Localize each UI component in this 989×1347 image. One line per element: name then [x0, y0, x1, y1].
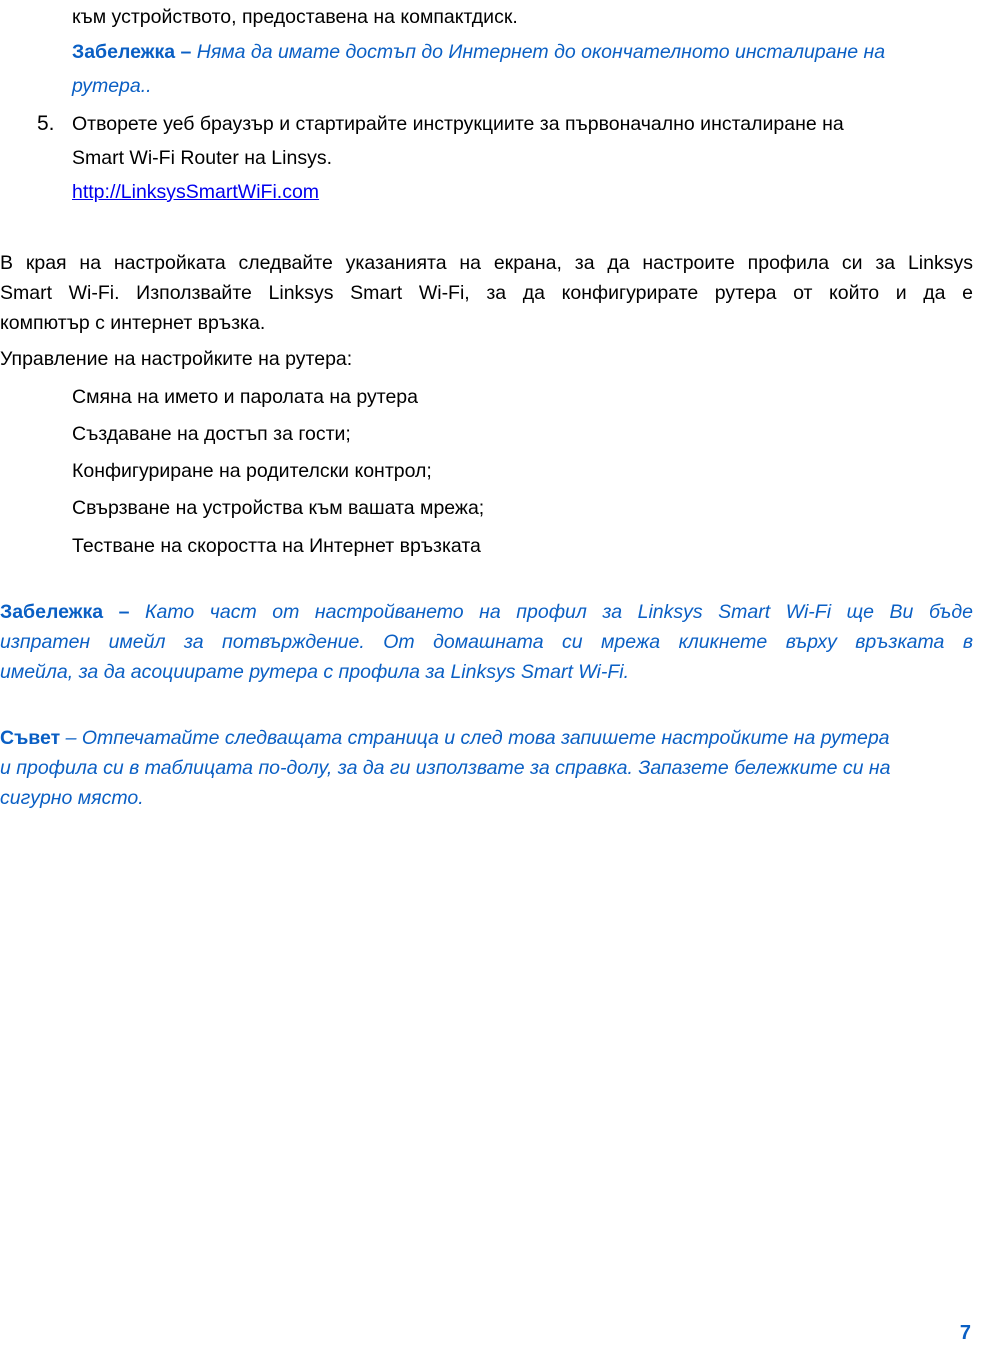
- tip-line3: сигурно място.: [0, 787, 144, 809]
- tip-label: Съвет: [0, 727, 61, 749]
- tip-line2: и профила си в таблицата по-долу, за да ги използвате за справка. Запазете бележките си на: [0, 757, 891, 779]
- manage-list-item: Тестване на скоростта на Интернет връзката: [72, 535, 481, 557]
- step4-note: [72, 41, 885, 64]
- intro-paragraph-line2: Smart Wi-Fi. Използвайте Linksys Smart Wi-Fi, за да конфигурирате рутера от който и да е: [0, 282, 973, 304]
- step5-text-line1: Отворете уеб браузър и стартирайте инструкциите за първоначално инсталиране на: [72, 113, 844, 135]
- list-number: 5.: [37, 112, 55, 135]
- manage-list-item: Свързване на устройства към вашата мрежа;: [72, 497, 485, 519]
- note-text: Като част от настройването на профил за Linksys Smart Wi-Fi ще Ви бъде: [145, 601, 974, 623]
- manage-heading: Управление на настройките на рутера:: [0, 348, 353, 370]
- note2-line3: имейла, за да асоциирате рутера с профила за Linksys Smart Wi-Fi.: [0, 661, 630, 683]
- page-number: 7: [959, 1322, 971, 1344]
- note2-line2: изпратен имейл за потвърждение. От домашната си мрежа кликнете върху връзката в: [0, 631, 973, 653]
- note-label: Забележка –: [0, 601, 146, 623]
- tip-text: – Отпечатайте следващата страница и след това запишете настройките на рутера: [60, 727, 890, 749]
- manage-list-item: Създаване на достъп за гости;: [72, 423, 351, 445]
- intro-paragraph-line3: компютър с интернет връзка.: [0, 312, 266, 334]
- intro-paragraph-line1: В края на настройката следвайте указанията на екрана, за да настроите профила си за Linksys: [0, 252, 973, 274]
- step5-text-line2: Smart Wi-Fi Router на Linsys.: [72, 147, 332, 169]
- manage-list-item: Смяна на името и паролата на рутера: [72, 386, 418, 408]
- note-label: Забележка –: [72, 41, 197, 63]
- step4-tail-text: към устройството, предоставена на компактдиск.: [72, 6, 518, 28]
- note-text: Няма да имате достъп до Интернет до окончателното инсталиране на: [196, 41, 886, 63]
- manage-list-item: Конфигуриране на родителски контрол;: [72, 460, 432, 482]
- note2-line1: [0, 601, 973, 624]
- tip-line1: [0, 727, 890, 750]
- linksys-smartwifi-link[interactable]: http://LinksysSmartWiFi.com: [72, 181, 320, 203]
- step4-note-continued: рутера..: [72, 75, 152, 97]
